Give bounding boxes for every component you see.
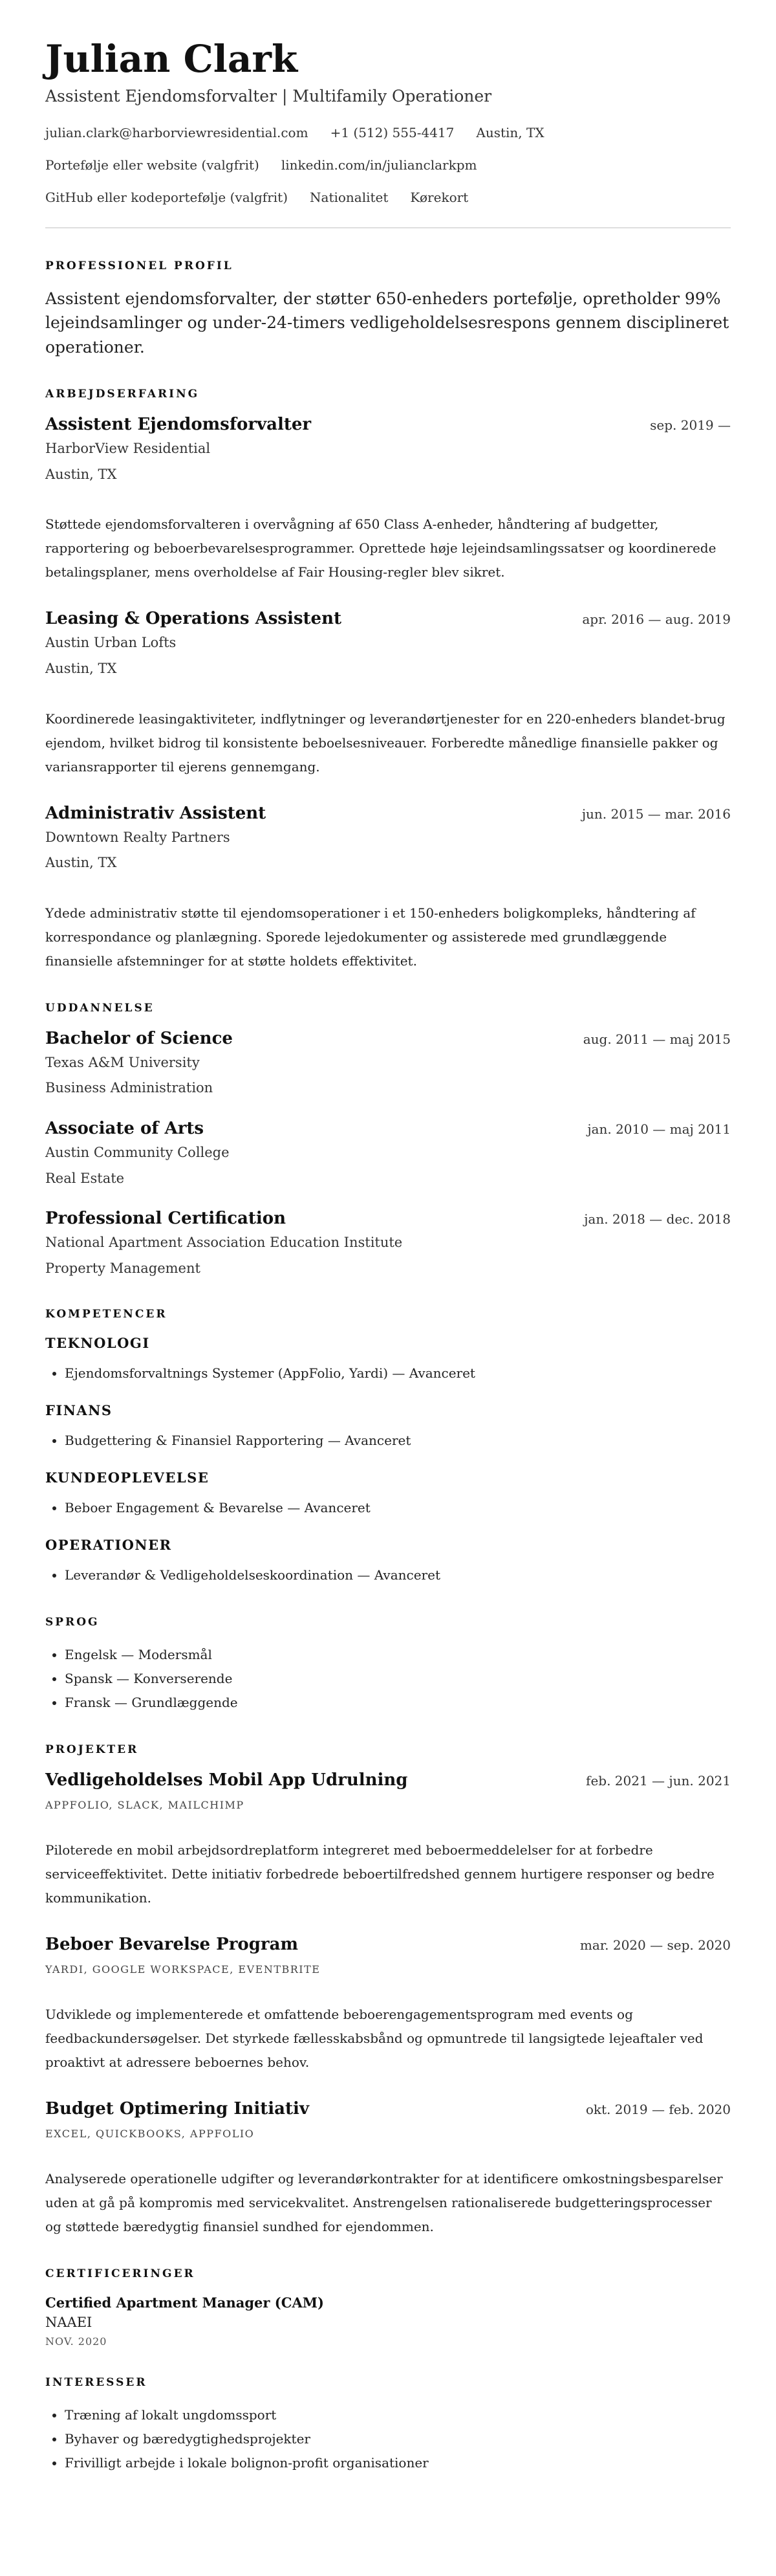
language-item: • Spansk — Konverserende [65, 1667, 731, 1691]
contact-email[interactable]: julian.clark@harborviewresidential.com [45, 124, 308, 140]
skill-list [45, 1361, 731, 1385]
section-heading: CERTIFICERINGER [45, 2267, 195, 2281]
degree-title: Professional Certification [45, 1209, 286, 1229]
project-description: Piloterede en mobil arbejdsordreplatform integreret med beboermeddelelser for at forbedre serviceeffektivitet. Dette initiativ forbedrede beboertilfredshed gennem hurtigere responser og bedre kommunikation. [45, 1842, 715, 1906]
contact-location: Austin, TX [476, 124, 544, 140]
language-item: • Fransk — Grundlæggende [65, 1691, 731, 1715]
experience-entry [45, 804, 731, 973]
degree-date: jan. 2010 — maj 2011 [587, 1121, 731, 1138]
skill-list [45, 1563, 731, 1587]
job-company: Austin Urban Lofts [45, 635, 177, 651]
job-title: Assistent Ejendomsforvalter [45, 415, 312, 435]
project-description: Analyserede operationelle udgifter og leverandørkontrakter for at identificere omkostningsbesparelser uden at gå på kompromis med servicekvalitet. Anstrengelsen rationaliserede budgetteringsprocesser og støttede bæredygtig finansiel sundhed for ejendommen. [45, 2171, 723, 2235]
certifications-section [45, 2267, 731, 2348]
skill-item: • Beboer Engagement & Bevarelse — Avanceret [65, 1496, 731, 1520]
education-entry [45, 1029, 731, 1099]
study-field: Real Estate [45, 1170, 125, 1186]
job-location: Austin, TX [45, 466, 117, 482]
contact-row-extra [45, 190, 731, 205]
job-title: Administrativ Assistent [45, 803, 266, 823]
profile-text: Assistent ejendomsforvalter, der støtter 650-enheders portefølje, opretholder 99% lejeindsamlinger og under-24-timers vedligeholdelsesrespons gennem disciplineret operationer. [45, 289, 729, 357]
skill-list [45, 1429, 731, 1453]
education-section [45, 1002, 731, 1280]
skill-category: OPERATIONER [45, 1537, 172, 1554]
projects-section [45, 1743, 731, 2239]
skills-section [45, 1308, 731, 1587]
skill-item: • Ejendomsforvaltnings Systemer (AppFolio, Yardi) — Avanceret [65, 1361, 731, 1385]
project-title: Vedligeholdelses Mobil App Udrulning [45, 1770, 408, 1790]
certification-issuer: NAAEI [45, 2315, 92, 2331]
candidate-title: Assistent Ejendomsforvalter | Multifamily Operationer [45, 86, 492, 105]
interest-item: • Træning af lokalt ungdomssport [65, 2403, 731, 2427]
contact-portfolio: Portefølje eller website (valgfrit) [45, 157, 259, 173]
profile-section [45, 259, 731, 360]
school-name: Texas A&M University [45, 1054, 200, 1070]
section-heading: SPROG [45, 1616, 100, 1629]
project-tech: YARDI, GOOGLE WORKSPACE, EVENTBRITE [45, 1963, 321, 1976]
project-date: mar. 2020 — sep. 2020 [579, 1937, 731, 1954]
project-description: Udviklede og implementerede et omfattende beboerengagementsprogram med events og feedbackundersøgelser. Det styrkede fællesskabsbånd og opmuntrede til langsigtede lejeaftaler ved proaktivt at adressere beboernes behov. [45, 2007, 704, 2071]
language-item: • Engelsk — Modersmål [65, 1643, 731, 1667]
skill-category: TEKNOLOGI [45, 1335, 150, 1352]
interest-item: • Byhaver og bæredygtighedsprojekter [65, 2427, 731, 2451]
skill-item: • Budgettering & Finansiel Rapportering — Avanceret [65, 1429, 731, 1453]
job-date: sep. 2019 — [650, 417, 731, 434]
job-location: Austin, TX [45, 855, 117, 871]
project-date: okt. 2019 — feb. 2020 [585, 2102, 731, 2118]
section-heading: KOMPETENCER [45, 1308, 167, 1321]
interest-item: • Frivilligt arbejde i lokale bolignon-profit organisationer [65, 2451, 731, 2475]
language-list [45, 1643, 731, 1715]
header-divider [45, 227, 731, 228]
job-title: Leasing & Operations Assistent [45, 609, 342, 629]
job-date: jun. 2015 — mar. 2016 [581, 806, 731, 822]
study-field: Business Administration [45, 1080, 213, 1096]
experience-entry [45, 415, 731, 584]
degree-date: aug. 2011 — maj 2015 [583, 1031, 731, 1047]
project-tech: EXCEL, QUICKBOOKS, APPFOLIO [45, 2128, 255, 2141]
contact-linkedin[interactable]: linkedin.com/in/julianclarkpm [281, 157, 477, 173]
section-heading: PROFESSIONEL PROFIL [45, 259, 233, 272]
contact-row-links [45, 157, 731, 173]
contact-drivers-license: Kørekort [410, 189, 469, 205]
project-entry [45, 2099, 731, 2239]
job-description: Støttede ejendomsforvalteren i overvågning af 650 Class A-enheder, håndtering af budgetter, rapportering og beboerbevarelsesprogrammer. Oprettede høje lejeindsamlingssatser og koordinerede betalingsplaner, mens overholdelse af Fair Housing-regler blev sikret. [45, 516, 717, 580]
degree-date: jan. 2018 — dec. 2018 [584, 1211, 731, 1227]
project-date: feb. 2021 — jun. 2021 [586, 1773, 731, 1789]
job-description: Koordinerede leasingaktiviteter, indflytninger og leverandørtjenester for en 220-enheders blandet-brug ejendom, hvilket bidrog til konsistente beboelsesniveauer. Forberedte månedlige finansielle pakker og variansrapporter til ejerens gennemgang. [45, 710, 726, 775]
skill-category: FINANS [45, 1402, 113, 1419]
contact-nationality: Nationalitet [310, 189, 389, 205]
certification-name: Certified Apartment Manager (CAM) [45, 2295, 324, 2311]
job-date: apr. 2016 — aug. 2019 [582, 611, 731, 628]
job-company: HarborView Residential [45, 441, 211, 457]
project-title: Beboer Bevarelse Program [45, 1935, 298, 1955]
education-entry [45, 1119, 731, 1189]
candidate-name: Julian Clark [45, 37, 298, 81]
education-entry [45, 1209, 731, 1279]
experience-entry [45, 609, 731, 778]
project-title: Budget Optimering Initiativ [45, 2099, 309, 2119]
interest-list [45, 2403, 731, 2475]
section-heading: ARBEJDSERFARING [45, 388, 200, 401]
certification-date: NOV. 2020 [45, 2335, 107, 2348]
project-entry [45, 1770, 731, 1910]
section-heading: INTERESSER [45, 2376, 147, 2390]
experience-section [45, 388, 731, 973]
project-entry [45, 1935, 731, 2075]
section-heading: PROJEKTER [45, 1743, 139, 1757]
project-tech: APPFOLIO, SLACK, MAILCHIMP [45, 1799, 244, 1812]
job-company: Downtown Realty Partners [45, 829, 230, 845]
section-heading: UDDANNELSE [45, 1001, 155, 1015]
contact-github: GitHub eller kodeportefølje (valgfrit) [45, 189, 288, 205]
contact-row-primary [45, 125, 731, 140]
certification-entry [45, 2295, 731, 2348]
study-field: Property Management [45, 1260, 200, 1276]
contact-phone[interactable]: +1 (512) 555-4417 [330, 124, 455, 140]
job-description: Ydede administrativ støtte til ejendomsoperationer i et 150-enheders boligkompleks, håndtering af korrespondance og planlægning. Sporede lejedokumenter og assisterede med grundlæggende finansielle afstemninger for at støtte holdets effektivitet. [45, 905, 696, 969]
degree-title: Associate of Arts [45, 1119, 204, 1139]
school-name: Austin Community College [45, 1145, 230, 1161]
interests-section [45, 2376, 731, 2475]
languages-section [45, 1616, 731, 1715]
job-location: Austin, TX [45, 661, 117, 677]
resume-header [45, 39, 731, 205]
degree-title: Bachelor of Science [45, 1028, 233, 1048]
skill-list [45, 1496, 731, 1520]
skill-item: • Leverandør & Vedligeholdelseskoordination — Avanceret [65, 1563, 731, 1587]
skill-category: KUNDEOPLEVELSE [45, 1470, 210, 1486]
school-name: National Apartment Association Education Institute [45, 1235, 403, 1251]
